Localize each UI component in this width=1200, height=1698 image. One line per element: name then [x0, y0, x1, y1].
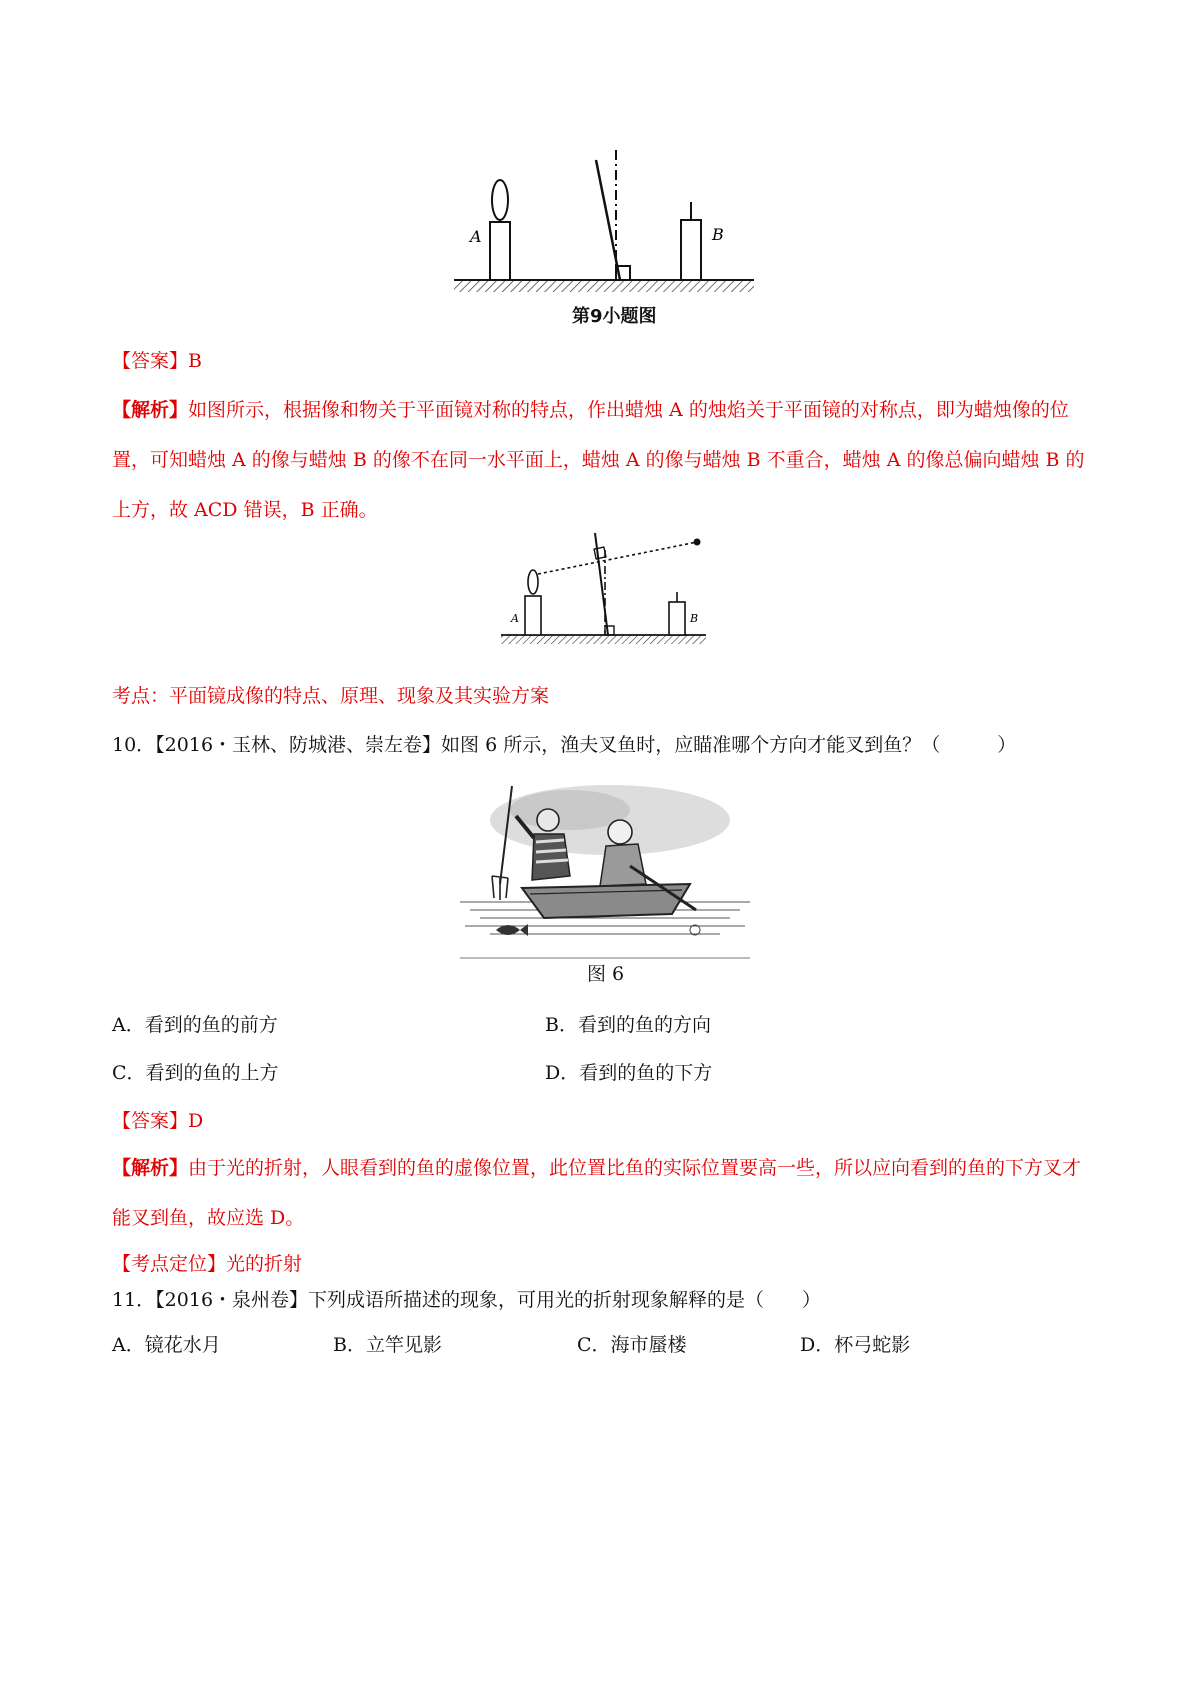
q10-option-c: C．看到的鱼的上方	[112, 1062, 279, 1084]
figure-9-caption: 第9小题图	[572, 306, 657, 327]
q11-option-c: C．海市蜃楼	[577, 1334, 687, 1356]
ground-surface	[454, 280, 754, 292]
old-man	[608, 820, 632, 844]
q10-answer: 【答案】D	[112, 1110, 204, 1132]
candle-a	[490, 222, 510, 280]
figure-9-diagram	[450, 140, 760, 300]
q9-kaodian: 考点：平面镜成像的特点、原理、现象及其实验方案	[112, 685, 550, 707]
q10-kaodian: 【考点定位】光的折射	[112, 1253, 303, 1275]
label-b: B	[712, 225, 724, 244]
label-a: A	[470, 227, 482, 246]
q11-option-b: B．立竿见影	[333, 1334, 442, 1356]
fisherman	[537, 809, 559, 831]
q11-option-a: A．镜花水月	[112, 1334, 221, 1356]
svg-text:A: A	[511, 612, 519, 625]
q10-option-a: A．看到的鱼的前方	[112, 1014, 278, 1036]
svg-text:B: B	[690, 612, 699, 625]
q9-analysis: 【解析】如图所示，根据像和物关于平面镜对称的特点，作出蜡烛 A 的烛焰关于平面镜的对称点，即为蜡烛像的位置，可知蜡烛 A 的像与蜡烛 B 的像不在同一水平面上，蜡烛 A 的像与蜡烛 B 不重合，蜡烛 A 的像总偏向蜡烛 B 的上方，故 ACD 错误，B 正确。	[112, 399, 1085, 521]
image-point	[694, 539, 701, 546]
q10-option-d: D．看到的鱼的下方	[545, 1062, 713, 1084]
figure-6-caption: 图 6	[587, 963, 625, 985]
q10-analysis: 【解析】由于光的折射，人眼看到的鱼的虚像位置，此位置比鱼的实际位置要高一些，所以应向看到的鱼的下方叉才能叉到鱼，故应选 D。	[112, 1157, 1082, 1229]
figure-6-fishing-illustration	[460, 780, 750, 960]
q10-stem: 10．【2016・玉林、防城港、崇左卷】如图 6 所示，渔夫叉鱼时，应瞄准哪个方向才能叉到鱼？（ ）	[112, 734, 1017, 756]
q11-option-d: D．杯弓蛇影	[800, 1334, 911, 1356]
candle-b	[681, 220, 701, 280]
q11-stem: 11．【2016・泉州卷】下列成语所描述的现象，可用光的折射现象解释的是（ ）	[112, 1289, 822, 1311]
q9-answer: 【答案】B	[112, 350, 202, 372]
candle-a-flame	[492, 180, 508, 220]
q10-option-b: B．看到的鱼的方向	[545, 1014, 711, 1036]
figure-9-solution-diagram	[495, 530, 715, 650]
